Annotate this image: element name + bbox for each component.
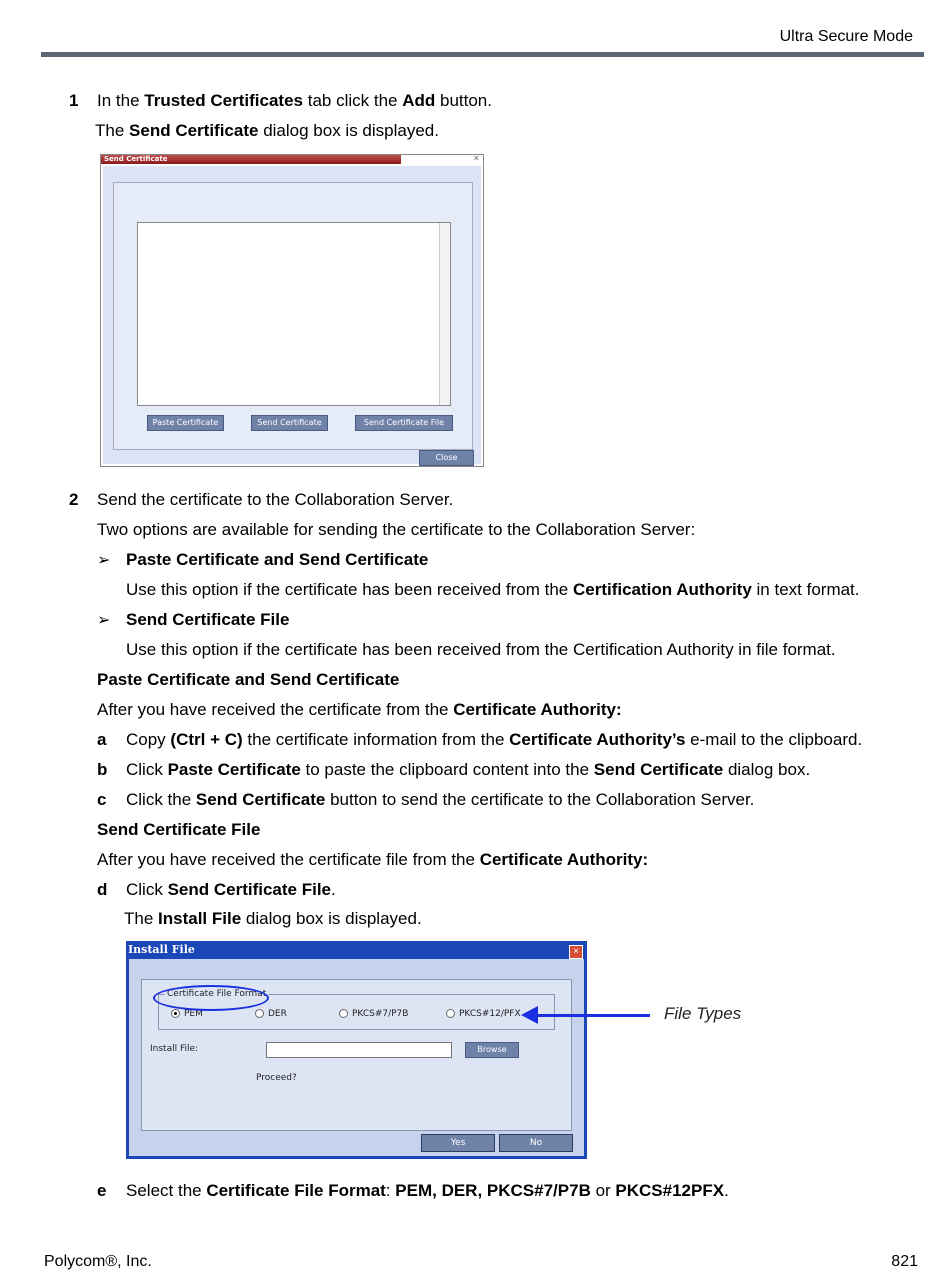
send-certificate-dialog [100,154,484,467]
browse-button[interactable]: Browse [465,1042,519,1058]
close-icon[interactable]: × [569,945,583,959]
format-radio-pem[interactable]: PEM [171,1009,203,1019]
install-file-label: Install File: [150,1044,199,1054]
send-certificate-button[interactable]: Send Certificate [251,415,328,431]
substep-letter: d [97,880,108,899]
section1-title: Paste Certificate and Send Certificate [97,670,400,689]
scrollbar[interactable] [439,223,450,405]
header-rule [41,52,924,57]
substep-letter: a [97,730,107,749]
step-number: 1 [69,91,79,110]
step1-instruction: In the Trusted Certificates tab click the Add button. [97,91,492,110]
send-certificate-file-button[interactable]: Send Certificate File [355,415,453,431]
close-icon[interactable]: × [473,153,479,163]
section2-intro: After you have received the certificate file from the Certificate Authority: [97,850,649,869]
step2-instruction: Send the certificate to the Collaboration Server. [97,490,454,509]
substep-letter: c [97,790,107,809]
substep-letter: e [97,1181,107,1200]
substep-c: Click the Send Certificate button to send the certificate to the Collaboration Server. [126,790,755,809]
bullet-arrow-icon: ➢ [97,612,111,629]
install-file-input[interactable] [266,1042,452,1058]
page-number: 821 [891,1253,918,1270]
yes-button[interactable]: Yes [421,1134,495,1152]
bullet-arrow-icon: ➢ [97,552,111,569]
option1-title: Paste Certificate and Send Certificate [126,550,429,569]
paste-certificate-button[interactable]: Paste Certificate [147,415,224,431]
substep-e: Select the Certificate File Format: PEM, DER, PKCS#7/P7B or PKCS#12PFX. [126,1181,729,1200]
install-file-dialog [126,941,587,1159]
substep-d: Click Send Certificate File. [126,880,336,899]
option1-description: Use this option if the certificate has been received from the Certification Authority in text format. [126,580,860,599]
substep-letter: b [97,760,108,779]
section1-intro: After you have received the certificate from the Certificate Authority: [97,700,622,719]
format-radio-der[interactable]: DER [255,1009,287,1019]
dialog-title: Send Certificate [104,155,168,163]
substep-a: Copy (Ctrl + C) the certificate information from the Certificate Authority’s e-mail to the clipboard. [126,730,863,749]
callout-arrow-line [536,1014,650,1017]
format-radio-pkcs7[interactable]: PKCS#7/P7B [339,1009,408,1019]
format-radio-pkcs12[interactable]: PKCS#12/PFX [446,1009,521,1019]
proceed-label: Proceed? [256,1073,297,1083]
dialog-titlebar [101,155,483,166]
section2-title: Send Certificate File [97,820,261,839]
page-header-title: Ultra Secure Mode [779,28,913,45]
substep-b: Click Paste Certificate to paste the clipboard content into the Send Certificate dialog box. [126,760,811,779]
step1-result: The Send Certificate dialog box is displayed. [95,121,439,140]
option2-description: Use this option if the certificate has been received from the Certification Authority in file format. [126,640,836,659]
close-button[interactable]: Close [419,450,474,466]
group-label: Certificate File Format [167,989,267,999]
step2-options-intro: Two options are available for sending the certificate to the Collaboration Server: [97,520,696,539]
substep-d-result: The Install File dialog box is displayed. [124,909,422,928]
highlight-ellipse [153,985,269,1011]
callout-arrow-icon [521,1006,538,1024]
dialog-title: Install File [128,943,195,956]
certificate-textarea[interactable] [137,222,451,406]
callout-label: File Types [664,1004,742,1023]
step-number: 2 [69,490,79,509]
footer-company: Polycom®, Inc. [44,1253,152,1270]
no-button[interactable]: No [499,1134,573,1152]
option2-title: Send Certificate File [126,610,290,629]
